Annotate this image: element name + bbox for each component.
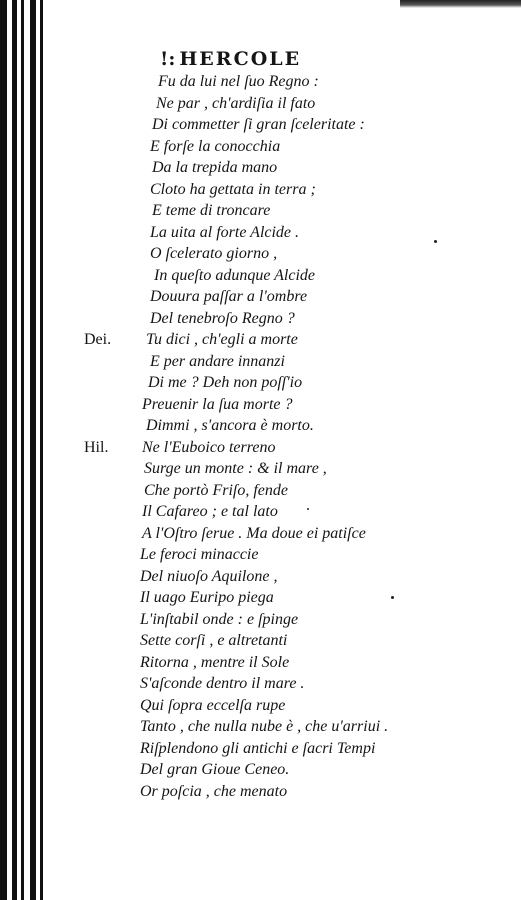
verse-line <box>0 179 521 201</box>
verse-text: La uita al forte Alcide . <box>150 223 300 241</box>
verse-line <box>0 71 521 93</box>
verse-line <box>0 566 521 588</box>
speaker-label: Dei. <box>84 331 112 348</box>
verse-text: Cloto ha gettata in terra ; <box>150 180 316 198</box>
verse-line <box>0 781 521 803</box>
verse-line <box>0 716 521 738</box>
verse-text: Ne l'Euboico terreno <box>142 438 276 456</box>
verse-line <box>0 93 521 115</box>
verse-text: A l'Oſtro ſerue . Ma doue ei patiſce <box>142 524 366 542</box>
verse-text: Del gran Gioue Ceneo. <box>140 761 290 778</box>
verse-text: Le feroci minaccie <box>140 546 259 563</box>
verse-line <box>0 437 521 459</box>
verse-text: Douura paſſar a l'ombre <box>150 288 308 305</box>
verse-text: Ritorna , mentre il Sole <box>140 653 290 671</box>
verse-text: E per andare innanzi <box>150 352 285 370</box>
verse-line <box>0 458 521 480</box>
verse-line <box>0 136 521 158</box>
verse-text: Fu da lui nel ſuo Regno : <box>158 73 319 90</box>
verse-text: Del tenebroſo Regno ? <box>150 309 295 327</box>
verse-text: Che portò Friſo, fende <box>144 481 288 499</box>
verse-text: Tu dici , ch'egli a morte <box>146 331 298 348</box>
verse-text: Del niuoſo Aquilone , <box>140 567 278 585</box>
verse-line <box>0 394 521 416</box>
verse-line <box>0 544 521 566</box>
verse-line <box>0 351 521 373</box>
verse-line <box>0 587 521 609</box>
verse-line <box>0 265 521 287</box>
verse-text: Riſplendono gli antichi e ſacri Tempi <box>140 739 376 757</box>
verse-text: E teme di troncare <box>152 202 271 219</box>
running-head <box>160 48 301 70</box>
verse-text: Da la trepida mano <box>152 159 278 176</box>
verse-text: Il uago Euripo piega <box>140 589 274 606</box>
verse-text: Or poſcia , che menato <box>140 782 288 800</box>
facing-page-edge <box>400 0 521 8</box>
verse-line <box>0 415 521 437</box>
verse-line <box>0 243 521 265</box>
verse-text: S'aſconde dentro il mare . <box>140 675 305 692</box>
verse-line <box>0 308 521 330</box>
verse-text: Sette corſi , e altretanti <box>140 632 288 649</box>
verse-line <box>0 523 521 545</box>
verse-text: In queſto adunque Alcide <box>154 266 315 284</box>
verse-text: Il Cafareo ; e tal lato <box>142 503 278 520</box>
running-head-mark: !: <box>160 48 176 70</box>
verse-text: Di me ? Deh non poſſ'io <box>148 374 303 391</box>
verse-text: O ſcelerato giorno , <box>150 245 278 262</box>
verse-line <box>0 222 521 244</box>
verse-text: Dimmi , s'ancora è morto. <box>146 417 314 434</box>
verse-line <box>0 652 521 674</box>
verse-text: Qui ſopra eccelſa rupe <box>140 696 286 714</box>
verse-line <box>0 609 521 631</box>
verse-text: Preuenir la ſua morte ? <box>142 395 293 413</box>
verse-text: Di commetter ſi gran ſceleritate : <box>152 116 365 133</box>
verse-line <box>0 759 521 781</box>
verse-line <box>0 329 521 351</box>
verse-line <box>0 286 521 308</box>
verse-text: Surge un monte : & il mare , <box>144 460 327 477</box>
verse-line <box>0 501 521 523</box>
verse-text: Ne par , ch'ardiſia il fato <box>156 94 316 112</box>
verse-line <box>0 200 521 222</box>
verse-block <box>0 71 521 802</box>
verse-line <box>0 114 521 136</box>
verse-line <box>0 480 521 502</box>
verse-line <box>0 372 521 394</box>
speaker-label: Hil. <box>84 438 109 456</box>
verse-text: Tanto , che nulla nube è , che u'arriui . <box>140 718 389 735</box>
verse-line <box>0 157 521 179</box>
verse-text: L'inſtabil onde : e ſpinge <box>140 610 299 628</box>
running-head-title: HERCOLE <box>179 48 302 70</box>
verse-line <box>0 738 521 760</box>
verse-line <box>0 695 521 717</box>
verse-text: E forſe la conocchia <box>150 137 281 155</box>
verse-line <box>0 630 521 652</box>
verse-line <box>0 673 521 695</box>
